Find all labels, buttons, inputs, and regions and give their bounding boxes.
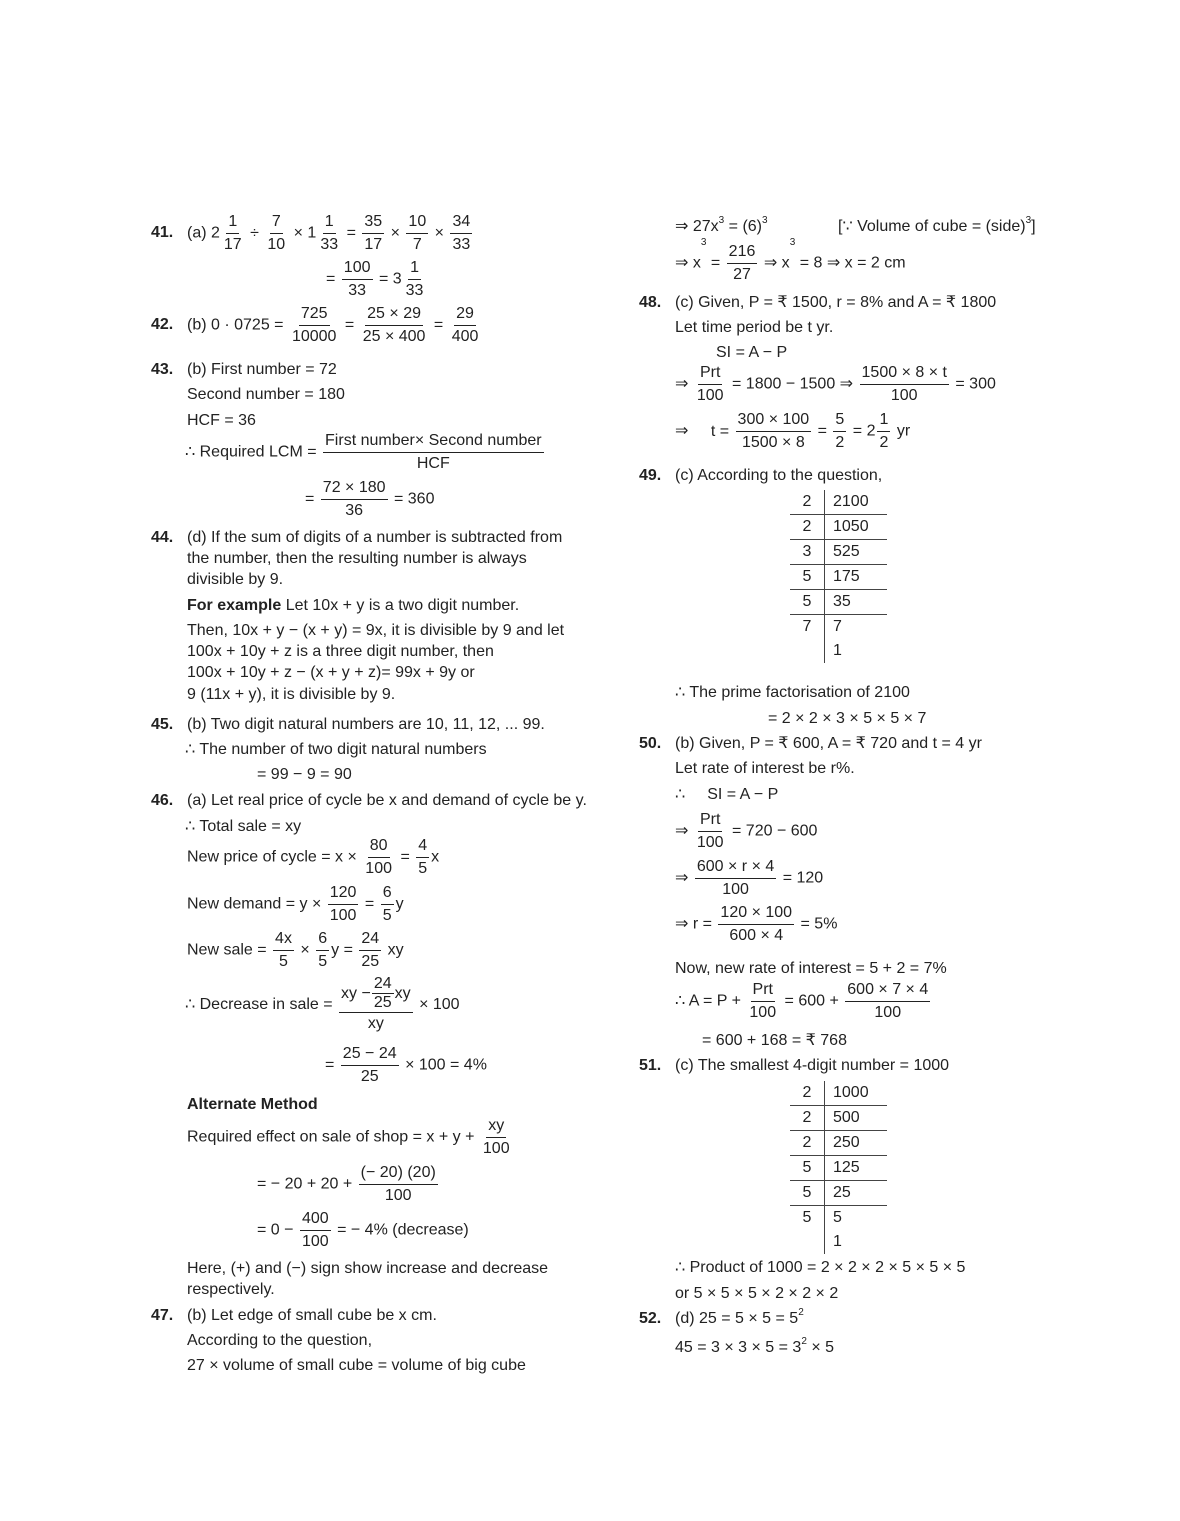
q48-line2: Let time period be t yr. — [675, 319, 834, 336]
factor-row — [790, 515, 887, 540]
q41-number: 41. — [151, 224, 174, 241]
q52-number: 52. — [639, 1310, 662, 1327]
q42-number: 42. — [151, 316, 174, 333]
factor-row — [790, 1156, 887, 1181]
q49-line1: (c) According to the question, — [675, 467, 883, 484]
q46-decrease: ∴ Decrease in sale = xy − $\frac{24}{25}$ xy xy × 100 — [185, 975, 460, 1035]
q50-line2: Let rate of interest be r%. — [675, 760, 855, 777]
q41-frac6: $\frac{34}{33}$ — [452, 213, 471, 253]
q48-line3: SI = A − P — [716, 344, 788, 361]
q41-option: (a) 2 — [187, 224, 220, 242]
q51-line3: or 5 × 5 × 5 × 2 × 2 × 2 — [675, 1285, 839, 1302]
factor-divisor: 2 — [790, 1081, 825, 1106]
q47-step2: ⇒ $x^3$ = $\frac{216}{27}$ ⇒ $x^3 = 8$ ⇒ x = 2 cm — [675, 237, 906, 283]
q46-line1: (a) Let real price of cycle be x and demand of cycle be y. — [187, 792, 587, 809]
q47-line2: According to the question, — [187, 1332, 373, 1349]
q44-line8: 9 (11x + y), it is divisible by 9. — [187, 686, 396, 703]
factor-row — [790, 1181, 887, 1206]
factor-value: 7 — [833, 618, 842, 635]
q46-line2: ∴ Total sale = xy — [185, 818, 302, 835]
q43-lcm-frac: $\frac{\text{First number× Second number}}{\text{HCF}}$ — [325, 432, 542, 472]
factor-value: 25 — [825, 1181, 888, 1206]
factor-value: 1000 — [825, 1081, 888, 1106]
q44-number: 44. — [151, 529, 174, 546]
factor-row — [790, 540, 887, 565]
q49-number: 49. — [639, 467, 662, 484]
q48-step2: ⇒ t = $\frac{300 \times 100}{1500 \times 8}$ = $\frac{5}{2}$ = 2 $\frac{1}{2}$ yr — [675, 411, 911, 451]
q46-new-sale: New sale = $\frac{4x}{5}$ × $\frac{6}{5}$ y = $\frac{24}{25}$ xy — [187, 930, 404, 970]
q50-step3: ⇒ r = $\frac{120 \times 100}{600 \times 4}$ = 5% — [675, 904, 838, 944]
factor-value: 5 — [833, 1209, 842, 1226]
factor-divisor: 5 — [790, 1206, 825, 1231]
factor-row — [790, 1230, 887, 1254]
factor-value: 525 — [825, 540, 888, 565]
factor-divisor — [790, 639, 825, 663]
factor-divisor: 2 — [790, 490, 825, 515]
q46-new-price: New price of cycle = x × $\frac{80}{100}$ = $\frac{4}{5}$ x — [187, 837, 440, 877]
factor-divisor — [790, 1230, 825, 1254]
factor-divisor: 2 — [790, 515, 825, 540]
q46-alt-line1: Required effect on sale of shop = x + y + $\frac{xy}{100}$ — [187, 1117, 510, 1157]
q44-example: For example Let 10x + y is a two digit number. — [187, 597, 520, 614]
factor-value: 1 — [833, 1233, 842, 1250]
q45-number: 45. — [151, 716, 174, 733]
factor-row — [790, 1131, 887, 1156]
q50-line5: = 600 + 168 = ₹ 768 — [702, 1032, 847, 1049]
q43-line1: (b) First number = 72 — [187, 361, 337, 378]
q43-result-line: = $\frac{72 \times 180}{36}$ = 360 — [305, 477, 434, 522]
q48-step1: ⇒ $\frac{\text{Prt}}{100}$ = 1800 − 1500 ⇒ $\frac{1500 \times 8 \times t}{100}$ = 300 — [675, 364, 996, 404]
q46-decrease-frac: xy − $\frac{24}{25}$ xy xy — [341, 975, 411, 1032]
q46-here1: Here, (+) and (−) sign show increase and decrease — [187, 1260, 549, 1277]
q41-frac2: $\frac{7}{10}$ — [267, 213, 286, 253]
factor-row — [790, 615, 887, 640]
factor-value: 250 — [825, 1131, 888, 1156]
q43-line3: HCF = 36 — [187, 412, 256, 429]
q50-line1: (b) Given, P = ₹ 600, A = ₹ 720 and t = 4 yr — [675, 735, 982, 752]
q48-number: 48. — [639, 294, 662, 311]
factor-row — [790, 490, 887, 515]
q45-line3: = 99 − 9 = 90 — [257, 766, 352, 783]
q47-step1: ⇒ $27x^3 = (6)^3$ — [675, 215, 768, 235]
factor-value: 125 — [825, 1156, 888, 1181]
factor-row — [790, 1081, 887, 1106]
q46-here2: respectively. — [187, 1281, 275, 1298]
q46-number: 46. — [151, 792, 174, 809]
q44-line7: 100x + 10y + z − (x + y + z)= 99x + 9y or — [187, 664, 475, 681]
q46-new-demand: New demand = y × $\frac{120}{100}$ = $\frac{6}{5}$ y — [187, 884, 404, 924]
q44-line6: 100x + 10y + z is a three digit number, then — [187, 643, 494, 660]
q41-frac4: $\frac{35}{17}$ — [364, 213, 383, 253]
q41-line2: = $\frac{100}{33}$ = 3 $\frac{1}{33}$ — [326, 257, 427, 302]
q50-step4: ∴ A = P + $\frac{\text{Prt}}{100}$ = 600 + $\frac{600 \times 7 \times 4}{100}$ — [675, 981, 929, 1021]
q43-number: 43. — [151, 361, 174, 378]
q45-line2: ∴ The number of two digit natural numbers — [185, 741, 487, 758]
q50-step1: ⇒ $\frac{\text{Prt}}{100}$ = 720 − 600 — [675, 811, 818, 851]
factor-row — [790, 590, 887, 615]
q47-line3: 27 × volume of small cube = volume of big cube — [187, 1357, 526, 1374]
q51-line2: ∴ Product of 1000 = 2 × 2 × 2 × 5 × 5 × 5 — [675, 1259, 966, 1276]
q49-line2: ∴ The prime factorisation of 2100 — [675, 684, 910, 701]
factor-row — [790, 565, 887, 590]
q50-step2: ⇒ $\frac{600 \times r \times 4}{100}$ = 120 — [675, 858, 824, 898]
q47-note: [∵ Volume of cube = (side)$^3$] — [838, 215, 1036, 235]
factor-value: 1050 — [825, 515, 888, 540]
q41-frac1: $\frac{1}{17}$ — [223, 213, 242, 253]
q43-line2: Second number = 180 — [187, 386, 345, 403]
q44-line5: Then, 10x + y − (x + y) = 9x, it is divisible by 9 and let — [187, 622, 565, 639]
q42-frac1: $\frac{725}{10000}$ — [291, 305, 337, 345]
factor-row — [790, 1206, 887, 1231]
q41-frac5: $\frac{10}{7}$ — [408, 213, 427, 253]
q42-line: (b) 0 · 0725 = $\frac{725}{10000}$ = $\frac{25 \times 29}{25 \times 400}$ = $\frac{29}{400}$ — [187, 303, 482, 348]
q43-result-frac: $\frac{72 \times 180}{36}$ — [322, 479, 386, 519]
q49-line3: = 2 × 2 × 3 × 5 × 5 × 7 — [768, 710, 927, 727]
q46-alt-line3: = 0 − $\frac{400}{100}$ = − 4% (decrease) — [257, 1210, 469, 1250]
q46-alt-title: Alternate Method — [187, 1096, 318, 1113]
q41-result-mixed: $\frac{1}{33}$ — [405, 259, 424, 299]
factor-value: 2100 — [825, 490, 888, 515]
q41-line1: (a) 2 $\frac{1}{17}$ ÷ $\frac{7}{10}$ × 1 $\frac{1}{33}$ = $\frac{35}{17}$ × $\frac{10}{7}$ × $\frac{34}{33}$ — [187, 211, 474, 256]
q42-frac3: $\frac{29}{400}$ — [451, 305, 479, 345]
factor-divisor: 5 — [790, 1181, 825, 1206]
q51-line1: (c) The smallest 4-digit number = 1000 — [675, 1057, 950, 1074]
factor-divisor: 2 — [790, 1106, 825, 1131]
factor-value: 35 — [825, 590, 888, 615]
q42-frac2: $\frac{25 \times 29}{25 \times 400}$ — [362, 305, 426, 345]
q44-line3: divisible by 9. — [187, 571, 284, 588]
q48-line1: (c) Given, P = ₹ 1500, r = 8% and A = ₹ 1800 — [675, 294, 997, 311]
factor-value: 175 — [825, 565, 888, 590]
q46-decrease-result: = $\frac{25 - 24}{25}$ × 100 = 4% — [325, 1045, 487, 1085]
q41-frac3: $\frac{1}{33}$ — [320, 213, 339, 253]
q50-line4: Now, new rate of interest = 5 + 2 = 7% — [675, 960, 947, 977]
factor-row — [790, 1106, 887, 1131]
q46-alt-line2: = − 20 + 20 + $\frac{(- 20) (20)}{100}$ — [257, 1164, 436, 1204]
q44-line2: the number, then the resulting number is always — [187, 550, 527, 567]
factor-row — [790, 639, 887, 663]
q47-line1: (b) Let edge of small cube be x cm. — [187, 1307, 437, 1324]
q50-line3: ∴ SI = A − P — [675, 786, 779, 803]
q49-factor-table — [790, 490, 887, 663]
factor-divisor: 5 — [790, 1156, 825, 1181]
q41-result-frac: $\frac{100}{33}$ — [343, 259, 371, 299]
factor-divisor: 7 — [790, 615, 825, 640]
factor-divisor: 3 — [790, 540, 825, 565]
factor-divisor: 5 — [790, 590, 825, 615]
q43-lcm-line: ∴ Required LCM = $\frac{\text{First number× Second number}}{\text{HCF}}$ — [185, 430, 546, 475]
q52-line1: (d) $25 = 5 \times 5 = 5^2$ — [675, 1307, 804, 1327]
factor-value: 500 — [825, 1106, 888, 1131]
q47-number: 47. — [151, 1307, 174, 1324]
factor-value: 1 — [833, 642, 842, 659]
q44-line1: (d) If the sum of digits of a number is subtracted from — [187, 529, 563, 546]
q51-factor-table — [790, 1081, 887, 1254]
q50-number: 50. — [639, 735, 662, 752]
q51-number: 51. — [639, 1057, 662, 1074]
factor-divisor: 2 — [790, 1131, 825, 1156]
factor-divisor: 5 — [790, 565, 825, 590]
q52-line2: $45 = 3 \times 3 \times 5 = 3^2 \times 5$ — [675, 1336, 835, 1356]
q45-line1: (b) Two digit natural numbers are 10, 11, 12, ... 99. — [187, 716, 545, 733]
